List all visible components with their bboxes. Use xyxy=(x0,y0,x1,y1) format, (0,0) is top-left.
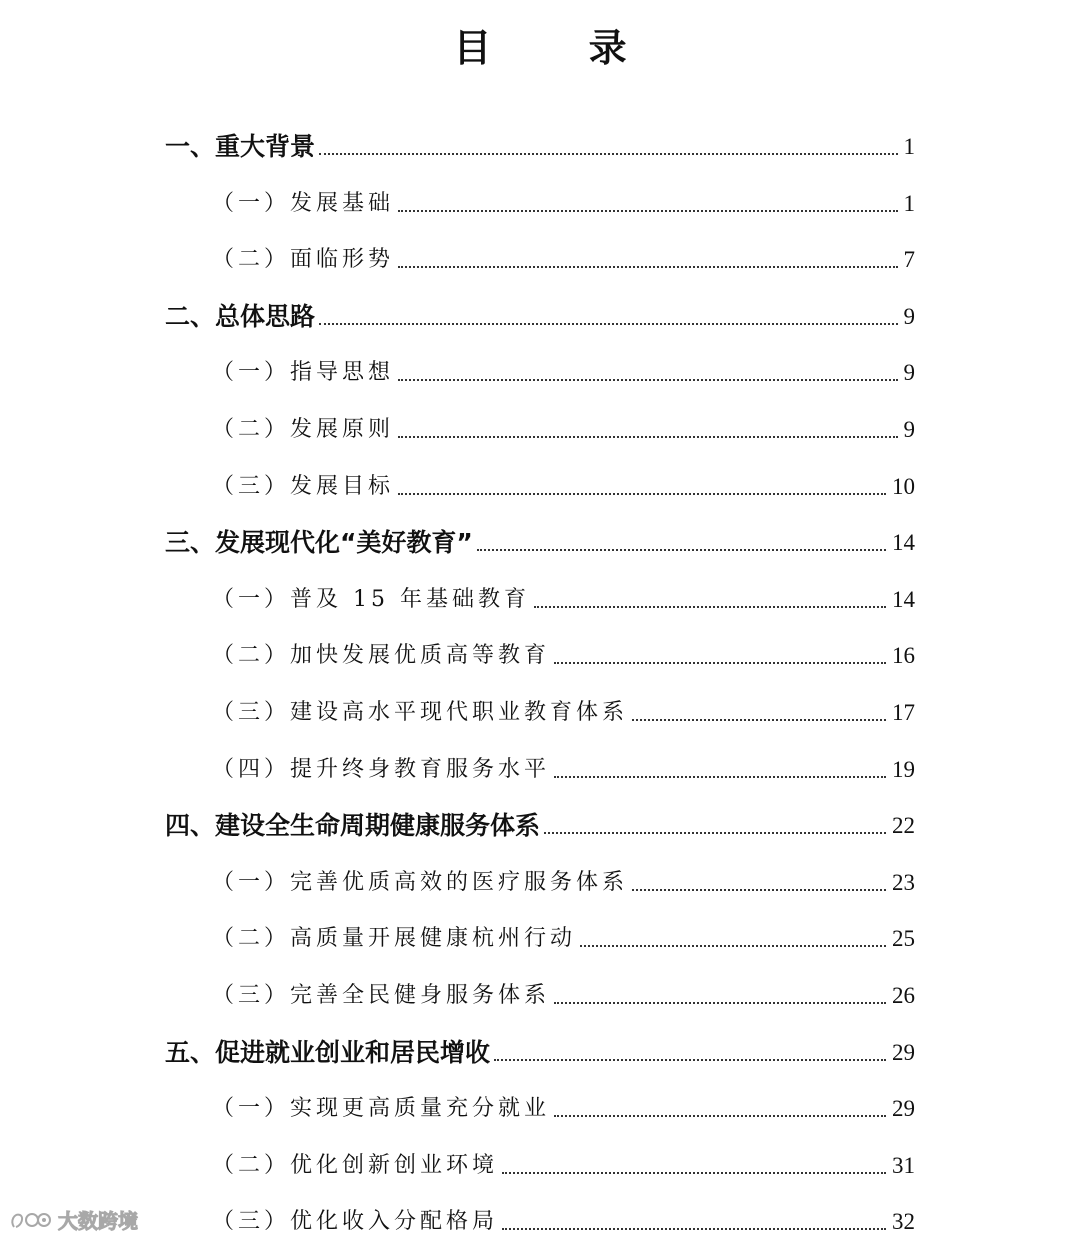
dot-leader xyxy=(477,549,886,551)
toc-chapter-entry xyxy=(165,807,915,841)
toc-page-number: 32 xyxy=(892,1209,915,1234)
toc-entry-label: （二）高质量开展健康杭州行动 xyxy=(212,926,577,951)
watermark-text: 大数跨境 xyxy=(58,1209,138,1233)
toc-entry-label: （二）加快发展优质高等教育 xyxy=(212,643,551,668)
toc-entry-label: （一）普及 15 年基础教育 xyxy=(212,587,530,612)
toc-section-entry xyxy=(212,694,915,728)
dot-leader xyxy=(398,436,897,438)
dot-leader xyxy=(398,266,897,268)
toc-page-number: 29 xyxy=(892,1096,915,1121)
toc-page-number: 1 xyxy=(903,134,915,159)
toc-page-number: 22 xyxy=(892,813,915,838)
dot-leader xyxy=(544,832,886,834)
toc-entry-label: （三）优化收入分配格局 xyxy=(212,1209,499,1234)
dot-leader xyxy=(632,719,886,721)
toc-page-number: 9 xyxy=(903,304,915,329)
toc-chapter-entry xyxy=(165,128,915,162)
toc-entry-label: 五、促进就业创业和居民增收 xyxy=(165,1038,491,1067)
dot-leader xyxy=(632,889,886,891)
toc-section-entry xyxy=(212,1203,915,1237)
toc-page-number: 14 xyxy=(892,587,915,612)
toc-section-entry xyxy=(212,977,915,1011)
dot-leader xyxy=(502,1172,886,1174)
toc-entry-label: （二）发展原则 xyxy=(212,417,395,442)
toc-page-number: 19 xyxy=(892,757,915,782)
toc-page-number: 16 xyxy=(892,643,915,668)
toc-page-number: 9 xyxy=(903,360,915,385)
toc-section-entry xyxy=(212,1090,915,1124)
toc-entry-label: （一）实现更高质量充分就业 xyxy=(212,1096,551,1121)
dot-leader xyxy=(554,1115,886,1117)
dot-leader xyxy=(398,210,897,212)
toc-section-entry xyxy=(212,637,915,671)
toc-entry-label: （一）完善优质高效的医疗服务体系 xyxy=(212,870,629,895)
toc-section-entry xyxy=(212,581,915,615)
toc-chapter-entry xyxy=(165,298,915,332)
toc-section-entry xyxy=(212,411,915,445)
dot-leader xyxy=(554,662,886,664)
toc-entry-label: （三）建设高水平现代职业教育体系 xyxy=(212,700,629,725)
toc-page-number: 26 xyxy=(892,983,915,1008)
toc-entry-label: 一、重大背景 xyxy=(165,132,316,161)
toc-entry-label: （一）发展基础 xyxy=(212,191,395,216)
toc-section-entry xyxy=(212,354,915,388)
toc-section-entry xyxy=(212,920,915,954)
toc-page-number: 1 xyxy=(903,191,915,216)
toc-entry-label: （一）指导思想 xyxy=(212,360,395,385)
watermark xyxy=(8,1205,138,1234)
toc-entry-label: （三）发展目标 xyxy=(212,474,395,499)
toc-page-number: 29 xyxy=(892,1040,915,1065)
toc-section-entry xyxy=(212,241,915,275)
toc-entry-label: （四）提升终身教育服务水平 xyxy=(212,757,551,782)
dot-leader xyxy=(554,1002,886,1004)
dot-leader xyxy=(502,1228,886,1230)
toc-entry-label: （二）优化创新创业环境 xyxy=(212,1153,499,1178)
toc-entry-label: （三）完善全民健身服务体系 xyxy=(212,983,551,1008)
dot-leader xyxy=(580,945,886,947)
toc-page-number: 10 xyxy=(892,474,915,499)
toc-page-number: 7 xyxy=(903,247,915,272)
toc-page-number: 9 xyxy=(903,417,915,442)
dot-leader xyxy=(494,1059,886,1061)
toc-entry-label: 二、总体思路 xyxy=(165,302,316,331)
toc-section-entry xyxy=(212,1147,915,1181)
toc-page-number: 23 xyxy=(892,870,915,895)
toc-page-number: 25 xyxy=(892,926,915,951)
toc-entry-label: （二）面临形势 xyxy=(212,247,395,272)
dot-leader xyxy=(398,379,897,381)
page-title: 目 录 xyxy=(453,26,669,70)
dot-leader xyxy=(319,153,897,155)
dot-leader xyxy=(398,493,886,495)
toc-chapter-entry xyxy=(165,1034,915,1068)
toc-section-entry xyxy=(212,468,915,502)
toc-section-entry xyxy=(212,185,915,219)
brand-logo-icon xyxy=(8,1207,54,1233)
toc-section-entry xyxy=(212,864,915,898)
toc-page-number: 31 xyxy=(892,1153,915,1178)
toc-entry-label: 四、建设全生命周期健康服务体系 xyxy=(165,811,541,840)
toc-chapter-entry xyxy=(165,524,915,558)
dot-leader xyxy=(319,323,897,325)
dot-leader xyxy=(554,776,886,778)
toc-section-entry xyxy=(212,751,915,785)
dot-leader xyxy=(534,606,886,608)
toc-entry-label: 三、发展现代化“美好教育” xyxy=(165,528,473,557)
toc-page-number: 17 xyxy=(892,700,915,725)
toc-page-number: 14 xyxy=(892,530,915,555)
